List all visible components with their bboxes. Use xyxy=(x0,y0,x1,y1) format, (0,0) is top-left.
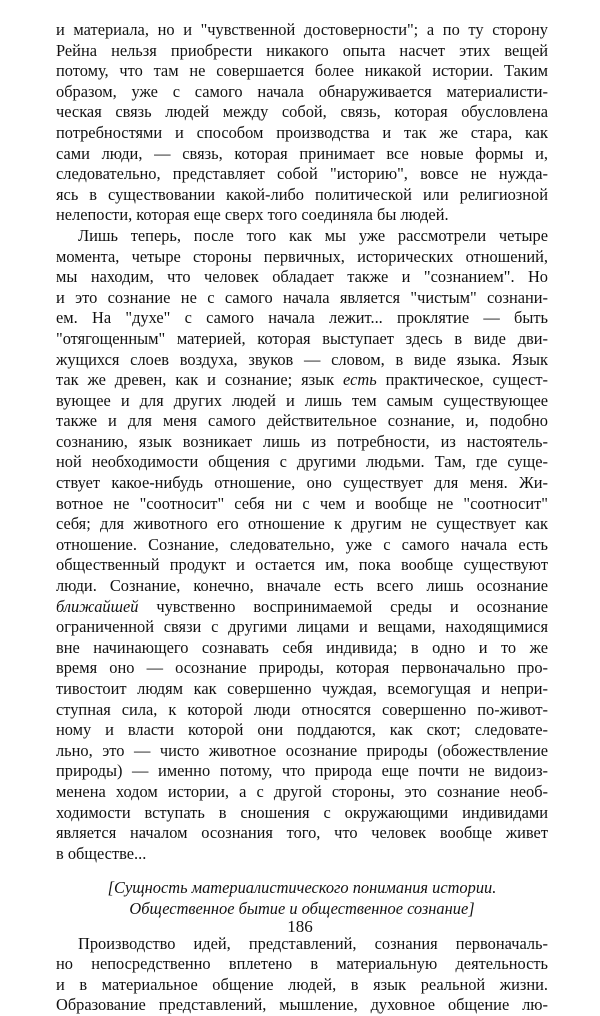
text-line: ограниченной связи с другими лицами и вещами, находящимися xyxy=(56,617,548,637)
text-line: в обществе... xyxy=(56,843,147,863)
text-line: жущихся слоев воздуха, звуков — словом, в виде языка. Язык xyxy=(56,349,548,369)
text-line: и в материальное общение людей, в язык реальной жизни. xyxy=(56,974,548,994)
text-line: ческая связь людей между собой, связь, которая обусловлена xyxy=(56,102,548,122)
text-line: следовательно, представляет собой "историю", вовсе не нужда- xyxy=(56,164,548,184)
text-line-with-emphasis xyxy=(56,370,548,391)
text-line: природы) — именно потому, что природа еще почти не видоиз- xyxy=(56,761,548,781)
text-line: ной необходимости общения с другими людьми. Там, где суще- xyxy=(56,452,548,472)
text-line: мы находим, что человек обладает также и "сознанием". Но xyxy=(56,267,548,287)
text-line: Рейна нельзя приобрести никакого опыта насчет этих вещей xyxy=(56,40,548,60)
text-line: и материала, но и "чувственной достоверности"; а по ту сторону xyxy=(56,20,548,39)
text-line: тивостоит людям как совершенно чуждая, всемогущая и непри- xyxy=(56,679,548,698)
text-line: потребностями и способом производства и так же стара, как xyxy=(56,122,548,142)
text-line: ному и власти которой они поддаются, как скот; следовате- xyxy=(56,720,548,740)
text-line: отношение. Сознание, следовательно, уже с самого начала есть xyxy=(56,534,548,554)
text-line: нелепости, которая еще сверх того соединяла бы людей. xyxy=(56,205,449,225)
text-line: ходимости вступать в сношения с окружающими индивидами xyxy=(56,802,548,822)
text-line: также и для меня самого действительное сознание, и, подобно xyxy=(56,411,548,431)
text-segment: практическое, сущест- xyxy=(376,370,548,390)
text-line: и это сознание не с самого начала является "чистым" сознани- xyxy=(56,287,548,307)
text-line: люди. Сознание, конечно, вначале есть всего лишь осознание xyxy=(56,576,548,596)
paragraph-1 xyxy=(56,20,548,226)
text-line: "отягощенным" материей, которая выступает здесь в виде дви- xyxy=(56,328,548,348)
text-line: ясь в существовании какой-либо политической или религиозной xyxy=(56,184,548,204)
text-line: сами люди, — связь, которая принимает все новые формы и, xyxy=(56,143,548,163)
text-line: вотное не "соотносит" себя ни с чем и вообще не "соотносит" xyxy=(56,493,548,513)
spacer xyxy=(56,864,548,878)
text-line: ступная сила, к которой люди относятся совершенно по-живот- xyxy=(56,699,548,719)
text-line: менена ходом истории, а с другой стороны, это сознание необ- xyxy=(56,781,548,801)
text-line: образом, уже с самого начала обнаруживается материалисти- xyxy=(56,81,548,101)
text-line: Образование представлений, мышление, духовное общение лю- xyxy=(56,995,548,1015)
section-heading-line: [Сущность материалистического понимания истории. xyxy=(107,878,497,898)
text-line: Производство идей, представлений, сознания первоначаль- xyxy=(78,933,548,953)
text-line: время оно — осознание природы, которая первоначально про- xyxy=(56,658,548,678)
section-heading xyxy=(56,878,548,919)
page-number: 186 xyxy=(287,917,313,936)
text-line: ствует какое-нибудь отношение, оно существует для меня. Жи- xyxy=(56,473,548,493)
text-line: вне начинающего сознавать себя индивида; в одно и то же xyxy=(56,637,548,657)
text-line: является началом осознания того, что человек вообще живет xyxy=(56,823,548,843)
text-line-with-emphasis xyxy=(56,597,548,618)
text-segment: чувственно воспринимаемой среды и осознание xyxy=(138,596,548,616)
emphasized-word: ближайшей xyxy=(56,596,139,616)
text-line: потому, что там не совершается более никакой истории. Таким xyxy=(56,61,548,81)
text-line: льно, это — чисто животное осознание природы (обожествление xyxy=(56,740,548,760)
text-line: но непосредственно вплетено в материальную деятельность xyxy=(56,954,548,974)
text-line: ем. На "духе" с самого начала лежит... проклятие — быть xyxy=(56,308,548,328)
emphasized-word: есть xyxy=(343,370,377,390)
section-heading-line: Общественное бытие и общественное сознание] xyxy=(129,898,475,918)
text-line: момента, четыре стороны первичных, исторических отношений, xyxy=(56,246,548,266)
paragraph-2 xyxy=(56,226,548,864)
text-line: Лишь теперь, после того как мы уже рассмотрели четыре xyxy=(78,225,548,245)
text-segment: так же древен, как и сознание; язык xyxy=(56,370,344,390)
text-line: вующее и для других людей и лишь тем самым существующее xyxy=(56,390,548,410)
text-line: общественный продукт и остается им, пока вообще существуют xyxy=(56,555,548,575)
text-line: себя; для животного его отношение к другим не существует как xyxy=(56,514,548,534)
text-line: сознанию, язык возникает лишь из потребности, из настоятель- xyxy=(56,431,548,451)
